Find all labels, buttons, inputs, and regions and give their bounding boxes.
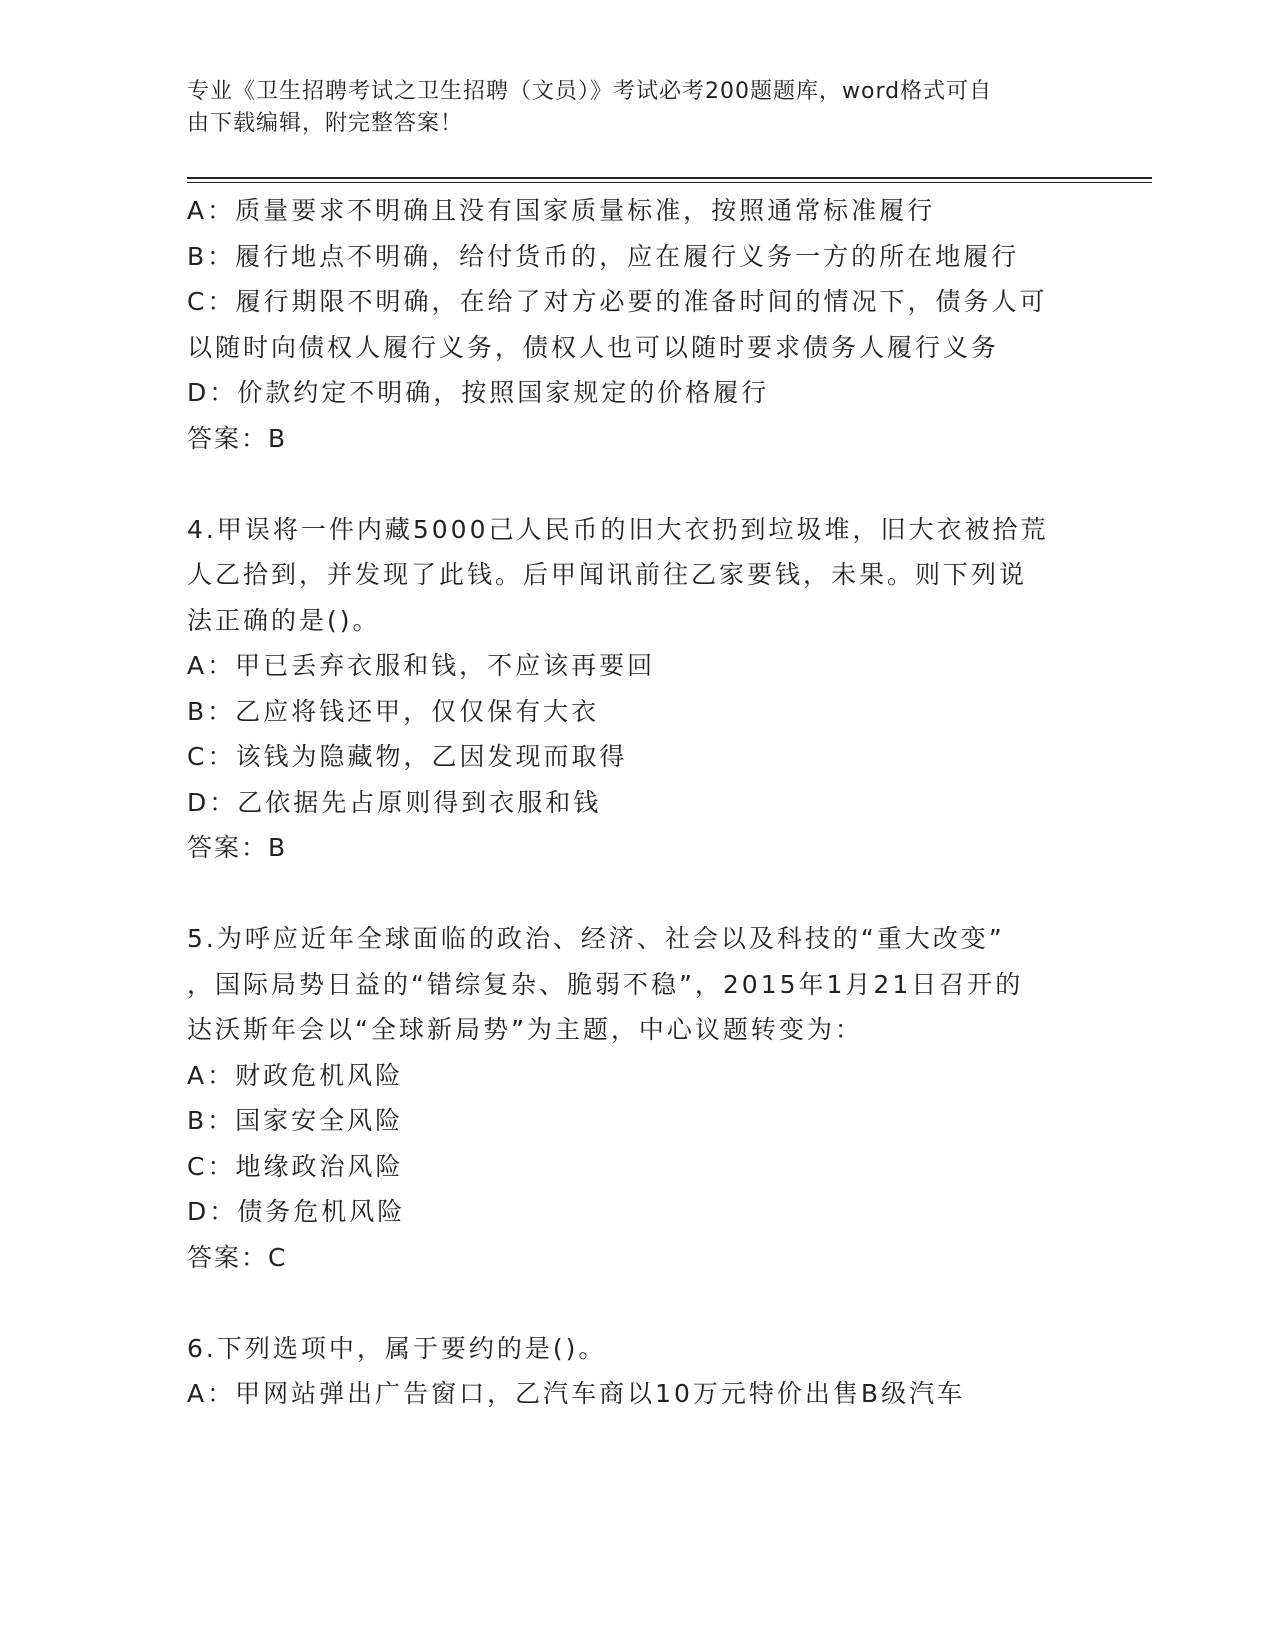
question-6 — [187, 1326, 1087, 1417]
question-stem: 5.为呼应近年全球面临的政治、经济、社会以及科技的“重大改变” — [187, 924, 1005, 953]
option-label: A： — [187, 651, 236, 680]
option-b — [187, 234, 1087, 280]
option-label: B： — [187, 241, 236, 271]
option-label: A： — [187, 1060, 236, 1090]
option-label: A： — [187, 1379, 236, 1408]
option-text: 乙应将钱还甲，仅仅保有大衣 — [235, 696, 600, 726]
option-text: 履行期限不明确，在给了对方必要的准备时间的情况下，债务人可 — [235, 287, 1048, 316]
option-text: 履行地点不明确，给付货币的，应在履行义务一方的所在地履行 — [235, 241, 1020, 271]
option-c — [187, 1144, 1087, 1190]
option-a — [187, 1371, 1087, 1417]
option-d — [187, 370, 1087, 416]
option-c — [187, 734, 1087, 780]
option-text: 甲网站弹出广告窗口，乙汽车商以10万元特价出售B级汽车 — [235, 1379, 966, 1408]
question-stem: 达沃斯年会以“全球新局势”为主题，中心议题转变为： — [187, 1015, 863, 1044]
option-a — [187, 188, 1087, 234]
option-c-continued: 以随时向债权人履行义务，债权人也可以随时要求债务人履行义务 — [187, 332, 1000, 362]
option-text: 价款约定不明确，按照国家规定的价格履行 — [237, 378, 770, 407]
option-text: 质量要求不明确且没有国家质量标准，按照通常标准履行 — [235, 196, 936, 225]
option-label: D： — [187, 1197, 238, 1226]
option-text: 甲已丢弃衣服和钱，不应该再要回 — [235, 651, 656, 680]
option-label: B： — [187, 696, 236, 726]
option-text: 地缘政治风险 — [235, 1151, 404, 1181]
option-text: 国家安全风险 — [235, 1106, 404, 1135]
header-line-1: 专业《卫生招聘考试之卫生招聘（文员）》考试必考200题题库，word格式可自 — [187, 79, 993, 104]
option-label: A： — [187, 196, 236, 225]
header-rule-thin — [187, 182, 1152, 183]
option-text: 债务危机风险 — [237, 1197, 406, 1226]
option-c — [187, 279, 1087, 325]
question-stem: ，国际局势日益的“错综复杂、脆弱不稳”，2015年1月21日召开的 — [187, 969, 1024, 999]
question-stem: 法正确的是()。 — [187, 605, 381, 635]
document-header — [187, 76, 1067, 140]
answer-line: 答案：B — [187, 833, 288, 862]
question-spacer — [187, 461, 1087, 507]
answer-line: 答案：B — [187, 423, 288, 453]
option-b — [187, 689, 1087, 735]
header-line-2: 由下载编辑，附完整答案！ — [187, 111, 464, 136]
header-rule-thick — [187, 177, 1152, 179]
option-label: B： — [187, 1106, 236, 1135]
question-stem: 4.甲误将一件内藏5000己人民币的旧大衣扔到垃圾堆，旧大衣被拾荒 — [187, 514, 1049, 544]
question-stem: 人乙拾到，并发现了此钱。后甲闻讯前往乙家要钱，未果。则下列说 — [187, 560, 1028, 589]
option-a — [187, 643, 1087, 689]
option-label: D： — [187, 378, 238, 407]
question-3 — [187, 188, 1087, 461]
question-spacer — [187, 871, 1087, 917]
document-body — [187, 188, 1087, 1417]
question-spacer — [187, 1280, 1087, 1326]
option-d — [187, 1189, 1087, 1235]
option-d — [187, 780, 1087, 826]
option-text: 财政危机风险 — [235, 1060, 404, 1090]
question-stem: 6.下列选项中，属于要约的是()。 — [187, 1333, 607, 1363]
answer-line: 答案：C — [187, 1242, 288, 1272]
option-label: C： — [187, 742, 236, 771]
option-text: 该钱为隐藏物，乙因发现而取得 — [235, 742, 628, 771]
question-4 — [187, 507, 1087, 871]
option-text: 乙依据先占原则得到衣服和钱 — [237, 787, 602, 817]
option-b — [187, 1098, 1087, 1144]
question-5 — [187, 916, 1087, 1280]
option-a — [187, 1053, 1087, 1099]
option-label: C： — [187, 287, 236, 316]
option-label: C： — [187, 1151, 236, 1181]
option-label: D： — [187, 787, 238, 817]
